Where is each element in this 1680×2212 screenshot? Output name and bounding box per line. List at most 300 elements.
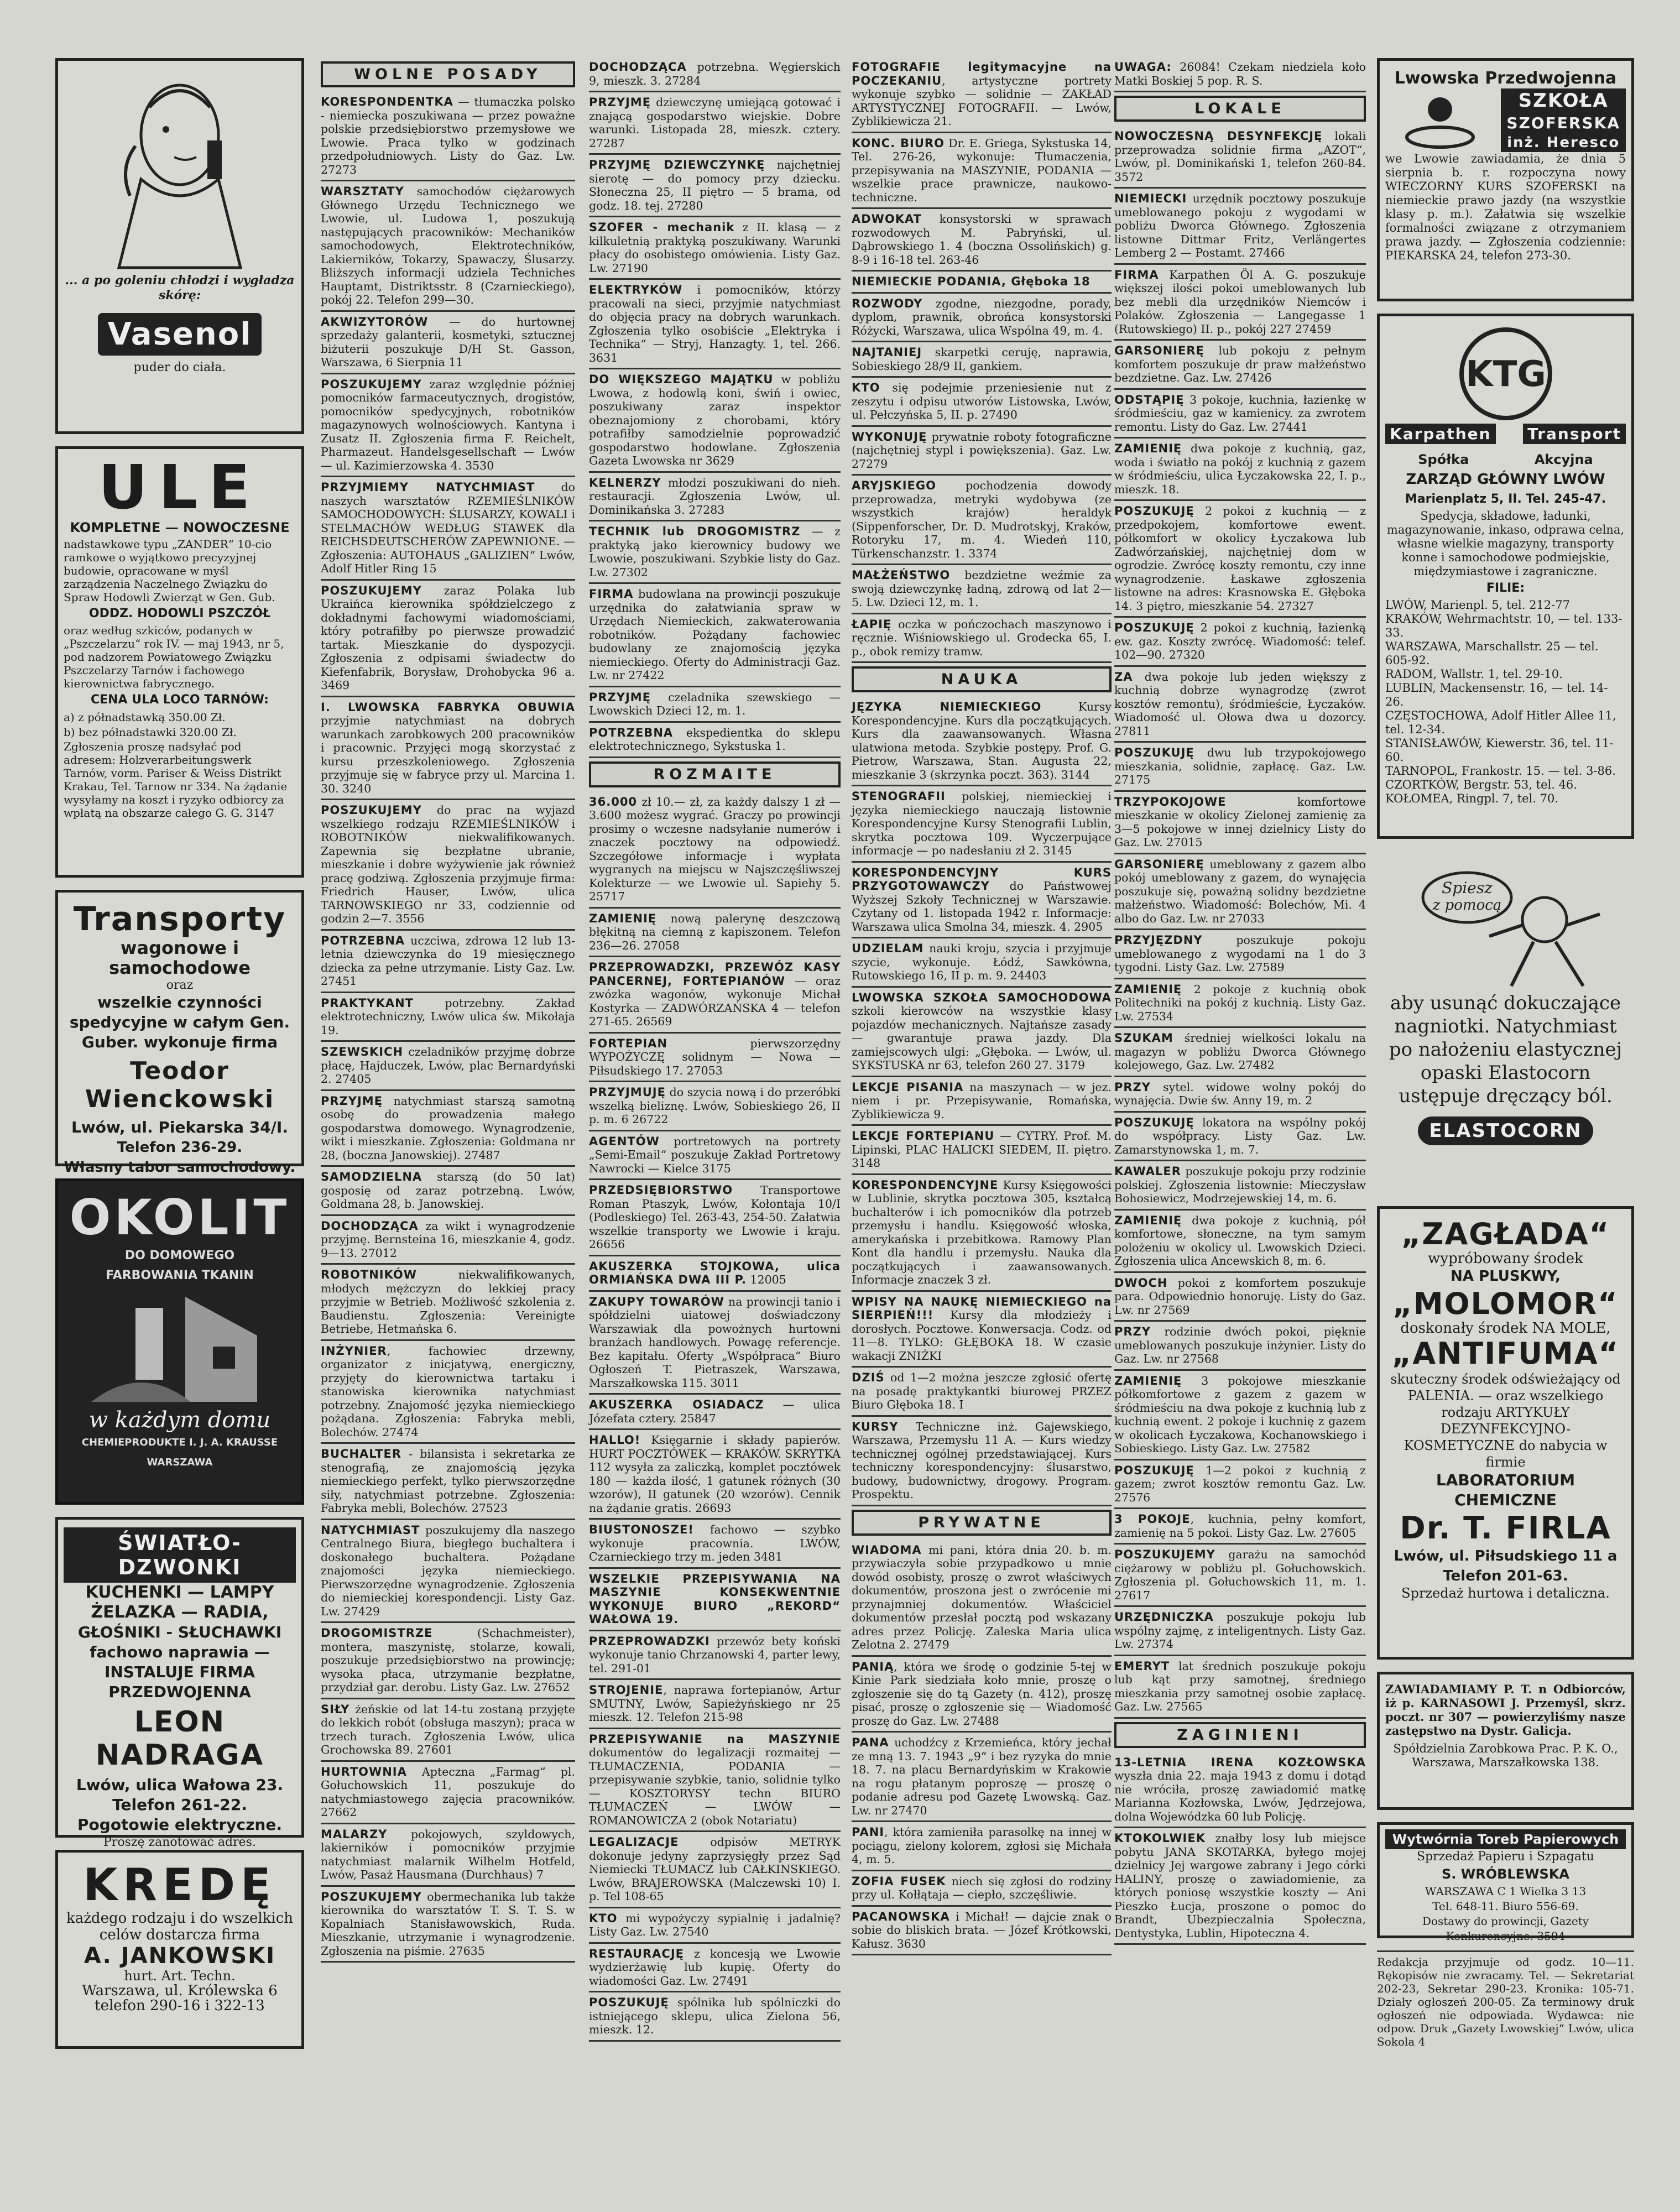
classified-ad-text: budowlana na prowincji poszukuje urzędnika do załatwiania spraw w Urzędach Niemieckich, zakwaterowania robotników. Pożądany fachowiec budowlany ze znajomością języka niemieckiego. Oferty do Administracji Gaz. Lw. nr 27422 <box>589 587 841 682</box>
classified-ad-lead: KORESPONDENTKA <box>321 95 453 108</box>
classified-ad-text: 3 pokojowe mieszkanie półkomfortowe z gazem z gazem w śródmieściu na dwa pokoje z kuchnią lub z kuchnią ewent. 2 pokoje i kuchnię z gazem w okolicach Łyczakowa, Kochanowskiego i Sobieskiego. Listy Gaz. Lw. 27582 <box>1114 1374 1366 1455</box>
classified-ad-lead: HALLO! <box>589 1433 641 1447</box>
okolit-maker: CHEMIEPRODUKTE I. J. A. KRAUSSE WARSZAWA <box>81 1437 278 1468</box>
classified-ad-lead: PRZYJMĘ <box>321 1094 383 1108</box>
branch-line: KRAKÓW, Wehrmachtstr. 10, — tel. 133-33. <box>1385 612 1622 639</box>
classified-ad-text: uczciwa, zdrowa 12 lub 13-letnia dziewczynka do 19 miesięcznego dziecka za pełne utrzymanie. Listy Gaz. Lw. 27451 <box>321 933 575 988</box>
classified-ad-text: mi pani, która dnia 20. b. m. przywiaczyła sobie przypadkowo u mnie dowód osobisty, proszę o zwrot właściwych dokumentów, proszona jest o zwrócenie mi przynajmniej dokumentów. Właściciel dokumentów przesłał pocztą pod wskazany adres przez Policję. Zaleska Maria ulica Zelotna 2. 27479 <box>852 1543 1112 1651</box>
classified-ad-text: lokatora na wspólny pokój do współpracy. Listy Gaz. Lw. Zamarstynowska 1, m. 7. <box>1114 1115 1366 1156</box>
classified-ad-text: — z praktyką jako kierownicy budowy we Lwowie, poszukiwani. Szybkie listy do Gaz. Lw. 27302 <box>589 525 841 579</box>
classified-ad-text: dokumentów do legalizacji rozmaitej — TŁUMACZENIA, PODANIA — przepisywanie szybkie, tanio, solidnie tylko — KOSZTORYSY techn BIURO TŁUMACZEŃ — LWÓW — ROMANOWICZA 2 (obok Notariatu) <box>589 1746 841 1827</box>
classified-ad-lead: PRZEPROWADZKI <box>589 1634 710 1648</box>
classified-ad <box>1114 1078 1366 1113</box>
classified-ad <box>1114 1546 1366 1607</box>
classified-ad <box>589 58 841 92</box>
classified-ad-lead: NOWOCZESNĄ DESYNFEKCJĘ <box>1114 129 1323 143</box>
classified-ad-lead: GARSONIERĘ <box>1114 857 1204 871</box>
classified-ad-text: — CYTRY. Prof. M. Lipinski, PLAC HALICKI SIEDEM, II. piętro. 3148 <box>852 1129 1112 1170</box>
classified-ad-lead: BUCHALTER <box>321 1447 402 1460</box>
classified-ad-lead: TRZYPOKOJOWE <box>1114 795 1227 808</box>
transporty-sub: wagonowe i samochodowe <box>109 937 251 978</box>
classified-ad-lead: SZOFER - mechanik <box>589 221 735 234</box>
classified-ad-lead: PACANOWSKA <box>852 1910 950 1923</box>
classified-ad <box>321 1043 575 1091</box>
right-ad-column <box>1377 58 1634 2048</box>
classified-ad-text: dwa pokoje z kuchnią, gaz, woda i światło na pokój z kuchnią z gazem w śródmieściu, ulica Łyczakowska 22, I. p., mieszk. 18. <box>1114 442 1366 496</box>
classified-ad-text: , naprawa fortepianów, Artur SMUTNY, Lwów, Sapieżyńskiego nr 25 mieszk. 12. Telefon 215-98 <box>589 1683 841 1724</box>
classified-ad-lead: WARSZTATY <box>321 185 404 198</box>
transporty-name: Teodor Wienckowski <box>85 1057 275 1113</box>
zaglada-t1: „ZAGŁADA“ <box>1401 1217 1610 1251</box>
driver-icon <box>1404 93 1476 148</box>
classified-ad-text: na maszynach — w jez. niem i pr. Przepisywanie, Romańska, Zyblikiewicza 9. <box>852 1080 1112 1121</box>
krede-tel: telefon 290-16 i 322-13 <box>95 1997 265 2014</box>
classified-ad-lead: AKWIZYTORÓW <box>321 315 429 328</box>
classified-ad-lead: KORESPONDENCYJNE <box>852 1178 999 1192</box>
classified-ad-text: dziewczynę umiejącą gotować i znającą gospodarstwo wiejskie. Dobre warunki. Listopada 28, mieszk. cztery. 27287 <box>589 96 841 150</box>
classified-ad-lead: NIEMIECKIE PODANIA, Głęboka 18 <box>852 275 1091 288</box>
wytwornia-addr: WARSZAWA C 1 Wielka 3 13 <box>1425 1885 1587 1898</box>
classified-ad <box>589 1396 841 1430</box>
branch-line: CZĘSTOCHOWA, Adolf Hitler Allee 11, tel. 12-34. <box>1385 709 1616 736</box>
classified-ad <box>1114 931 1366 979</box>
classified-ad <box>852 787 1112 863</box>
classified-ad-lead: LEKCJE PISANIA <box>852 1080 964 1094</box>
swiatlo-pog: Pogotowie elektryczne. <box>77 1815 282 1834</box>
classified-ad <box>1114 1029 1366 1077</box>
classified-ad-lead: POSZUKUJEMY <box>321 583 422 597</box>
classified-ad <box>852 1872 1112 1907</box>
classified-ad <box>321 932 575 993</box>
section-header-lokale: LOKALE <box>1114 96 1366 122</box>
classified-ad-lead: MALARZY <box>321 1827 388 1841</box>
krede-name: A. JANKOWSKI <box>84 1943 276 1969</box>
elastocorn-badge-1: Spiesz <box>1441 879 1493 897</box>
classified-ad-text: natychmiast starszą samotną osobę do prowadzenia małego gospodarstwa domowego. Wynagrodzenie, wikt i mieszkanie. Zgłoszenia: Goldmana nr 28, (boczna Janowskiej). 27487 <box>321 1094 575 1162</box>
classified-ad <box>589 1632 841 1681</box>
classified-ad <box>1114 1510 1366 1545</box>
classified-ad <box>589 910 841 958</box>
karpathen-body: Spedycja, składowe, ładunki, magazynowanie, inkaso, odprawa celna, własne wielkie magazyny, transporty konne i samochodowe podmiejskie, międzymiastowe i zagraniczne. <box>1386 509 1625 578</box>
classified-ad <box>321 1521 575 1624</box>
classified-ad <box>1114 619 1366 667</box>
classified-ad <box>589 1945 841 1993</box>
swiatlo-l3: GŁOŚNIKI - SŁUCHAWKI <box>77 1623 282 1641</box>
classified-ad-text: pierwszorzędny WYPOŻYCZĘ solidnym — Nowa — Piłsudskiego 17. 27053 <box>589 1036 841 1077</box>
classified-ad <box>589 1258 841 1292</box>
classified-ad-text: zgodne, niezgodne, porady, dyplom, prawnik, obrońca konsystorski Różycki, Warszawa, ulica Wspólna 49, m. 4. <box>852 296 1112 337</box>
classified-ad-lead: DOCHODZĄCA <box>589 60 687 74</box>
classified-ad-text: obermechanika lub także kierownika do warsztatów T. S. T. S. w Kopalniach Stanisławowskich, Ruda. Mieszkanie, utrzymanie i wynagrodzenie. Zgłoszenia na piśmie. 27635 <box>321 1890 575 1958</box>
classified-ad-text: 3 pokoje, kuchnia, łazienkę w śródmieściu, gaz w kamienicy. za zwrotem remontu. Listy do Gaz. Lw. 27441 <box>1114 393 1366 434</box>
ad-list <box>852 1541 1112 1956</box>
classified-ad-text: konsystorski w sprawach rozwodowych M. Pabryński, ul. Dąbrowskiego 1. 4 (boczna Ossolińskich) g. 8-9 i 16-18 tel. 263-46 <box>852 212 1112 267</box>
classified-ad-text: spólnika lub spólniczki do istniejącego sklepu, ulica Zielona 56, mieszk. 12. <box>589 1996 841 2036</box>
classified-ad <box>321 1700 575 1762</box>
karpathen-addr: Marienplatz 5, II. Tel. 245-47. <box>1405 492 1606 506</box>
classified-ad <box>852 295 1112 343</box>
classified-ad-lead: KAWALER <box>1114 1165 1181 1178</box>
wytwornia-tel: Tel. 648-11. Biuro 556-69. <box>1432 1900 1579 1913</box>
running-figure-illustration <box>1406 859 1605 992</box>
classified-ad <box>1114 668 1366 743</box>
szkola-t3: inż. Heresco <box>1501 133 1626 152</box>
section-header-wolne-posady: WOLNE POSADY <box>321 61 575 87</box>
classified-ad <box>852 1658 1112 1733</box>
ktg-logo-icon <box>1456 324 1556 424</box>
classified-ad-lead: DROGOMISTRZE <box>321 1626 433 1640</box>
classified-ad-text: polskiej, niemieckiej i języka niemieckiego nauczają listownie Korespondencyjne Kursy Stenografii Lublin, skrytka pocztowa 109. Wyczerpujące informacje — po nadesłaniu zł 2. 3145 <box>852 790 1112 857</box>
classified-ad-text: — do hurtownej sprzedaży galanterii, kosmetyki, sztucznej biżuterii poszukuje D/H St. Gasson, Warszawa, 6 Sierpnia 11 <box>321 315 575 369</box>
classified-ad <box>589 688 841 723</box>
classified-ad-lead: DZIŚ <box>852 1371 885 1384</box>
classified-ad <box>852 1293 1112 1368</box>
classified-ad-lead: ZAMIENIĘ <box>1114 1374 1182 1387</box>
classified-ad-text: fachowo — szybko wykonuje pracownia. LWÓW, Czarnieckiego trzy m. jeden 3481 <box>589 1523 841 1563</box>
classified-ad-text: poszukuje pokoju lub wspólny zajmę, z inteligentnych. Listy Gaz. Lw. 27374 <box>1114 1610 1366 1651</box>
classified-ad-lead: NATYCHMIAST <box>321 1523 420 1537</box>
classified-ad-text: poszukuje pokoju umeblowanego z wygodami na 1 do 3 tygodni. Listy Gaz. Lw. 27589 <box>1114 933 1366 974</box>
swiatlo-ad <box>55 1517 304 1849</box>
classified-ad-lead: NAJTANIEJ <box>852 346 922 359</box>
classified-ad-lead: STROJENIE <box>589 1683 664 1697</box>
classified-ad <box>321 698 575 801</box>
classified-ad-text: umeblowany z gazem albo pokój umeblowany z gazem, do wynajęcia poszukuje się, poważną solidny bezdzietne małżeństwo. Wiadomość: Bolechów, Mi. 4 albo do Gaz. Lw. nr 27033 <box>1114 857 1366 925</box>
classified-ad <box>589 793 841 909</box>
classified-ad <box>589 724 841 758</box>
classified-ad-lead: POTRZEBNA <box>589 726 674 739</box>
classified-ad-lead: ZAMIENIĘ <box>1114 982 1182 996</box>
classified-ad-lead: ADWOKAT <box>852 212 922 226</box>
classified-ad <box>1114 1114 1366 1162</box>
classified-ad-text: potrzebny. Zakład elektrotechniczny, Lwów ulica św. Mikołaja 19. <box>321 996 575 1037</box>
classified-ad-lead: ROBOTNIKÓW <box>321 1268 417 1281</box>
classified-ad <box>1114 58 1366 92</box>
ad-list <box>589 793 841 2042</box>
classified-ad-lead: ZAMIENIĘ <box>1114 442 1182 455</box>
krede-sub: hurt. Art. Techn. <box>124 1968 236 1984</box>
classified-ad-lead: PRZYJĘZDNY <box>1114 933 1203 947</box>
ad-list <box>321 93 575 1963</box>
karnas-notice <box>1377 1672 1634 1810</box>
column-wolne-posady <box>321 58 575 2193</box>
branch-line: WARSZAWA, Marschallstr. 25 — tel. 605-92. <box>1385 640 1599 667</box>
classified-ad-lead: UDZIELAM <box>852 942 924 955</box>
classified-ad-lead: LEGALIZACJE <box>589 1835 679 1849</box>
classified-ad <box>589 1833 841 1908</box>
classified-ad-text: skarpetki ceruję, naprawia, Sobieskiego 28/9 II, gankiem. <box>852 346 1112 373</box>
vasenol-slogan: ... a po goleniu chłodzi i wygładza skórę: <box>65 273 295 302</box>
classified-ad-lead: POSZUKUJĘ <box>1114 1115 1194 1129</box>
classified-ad <box>1114 980 1366 1029</box>
zaglada-b3: skuteczny środek odświeżający od PALENIA. — oraz wszelkiego rodzaju ARTYKUŁY DEZYNFEKCYJNO-KOSMETYCZNE do nabycia w firmie <box>1390 1371 1621 1470</box>
classified-ad-lead: PRZYJMĘ <box>589 690 651 704</box>
classified-ad-lead: ZAMIENIĘ <box>589 911 657 925</box>
classified-ad-text: Księgarnie i składy papierów. HURT POCZTÓWEK — KRAKÓW. SKRYTKA 112 wysyła za zaliczką, komplet pocztówek 180 — każda ilość, 1 gatunek różnych (30 wzorów), II gatunek (20 wzorów). Cennik na żądanie gratis. 26693 <box>589 1433 841 1515</box>
classified-ad-lead: 3 POKOJE <box>1114 1512 1191 1526</box>
classified-ad-text: , artystyczne portrety wykonuje szybko — solidnie — ZAKŁAD ARTYSTYCZNEJ FOTOGRAFII. — Lwów, Zyblikiewicza 21. <box>852 74 1112 128</box>
classified-ad-lead: TECHNIK lub DROGOMISTRZ <box>589 525 801 538</box>
classified-ad <box>589 1035 841 1083</box>
classified-ad-lead: WYKONUJĘ <box>852 430 927 444</box>
ule-body2: oraz według szkiców, podanych w „Pszczelarzu“ rok IV. — maj 1943, nr 5, pod nadzorem Powiatowego Związku Pszczelarzy Tarnów i fachowego kierownictwa fabrycznego. <box>64 624 284 690</box>
classified-ad <box>321 313 575 374</box>
classified-ad <box>852 566 1112 614</box>
classified-ad <box>589 93 841 155</box>
classified-ad-text: sytel. widowe wolny pokój do wynajęcia. Dwie św. Anny 19, m. 2 <box>1114 1080 1366 1107</box>
swiatlo-l6: PRZEDWOJENNA <box>108 1683 251 1701</box>
classified-ad-lead: NIEMIECKI <box>1114 192 1187 205</box>
svg-text:KTG: KTG <box>1465 354 1546 395</box>
classified-ad <box>1114 1162 1366 1211</box>
classified-ad-text: do Państwowej Wyższej Szkoły Technicznej w Warszawie. Czytany od 1. listopada 1942 r. Informacje: Warszawa ulica Smolna 34, mieszk. 4. 2905 <box>852 879 1112 933</box>
classified-ad-text: portretowych na portrety „Semi-Email“ poszukuje Zakład Portretowy Nawrocki — Kielce 3175 <box>589 1134 841 1175</box>
classified-ad <box>1114 1754 1366 1829</box>
ad-list <box>852 58 1112 663</box>
branch-line: CZORTKÓW, Bergstr. 53, tel. 46. <box>1385 778 1577 791</box>
classified-ad <box>321 994 575 1042</box>
classified-ad-text: rodzinie dwóch pokoi, pięknie umeblowanych poszukuje inżynier. Listy do Gaz. Lw. nr 27568 <box>1114 1325 1366 1365</box>
classified-ad <box>1114 1274 1366 1322</box>
classified-ad <box>589 218 841 280</box>
karpathen-filie-head: FILIE: <box>1486 581 1525 595</box>
section-header-rozmaite: ROZMAITE <box>589 761 841 787</box>
classified-ad <box>852 1127 1112 1175</box>
classified-ad-lead: PRZYJMIEMY NATYCHMIAST <box>321 481 535 494</box>
classified-ad-lead: WSZELKIE PRZEPISYWANIA NA MASZYNIE KONSEKWENTNIE WYKONUJE BIURO „REKORD“ WAŁOWA 19. <box>589 1572 841 1626</box>
ule-price-head: CENA ULA LOCO TARNÓW: <box>90 693 269 707</box>
classified-ad-lead: ZA <box>1114 670 1133 684</box>
classified-ad-lead: DOCHODZĄCA <box>321 1219 419 1233</box>
classified-ad <box>321 1825 575 1887</box>
classified-ad-lead: PRZEPROWADZKI, PRZEWÓZ KASY PANCERNEJ, FORTEPIANÓW <box>589 961 841 988</box>
classified-ad-lead: ROZWODY <box>852 296 923 310</box>
wytwornia-body: Dostawy do prowincji, Gazety Konkurencyjne. 3594 <box>1422 1914 1589 1943</box>
classified-ad-text: dwu lub trzypokojowego mieszkania, solidnie, zapłacę. Gaz. Lw. 27175 <box>1114 746 1366 786</box>
classified-ad-text: Kursy Księgowości w Lublinie, skrytka pocztowa 305, kształcą buchalterów i ich pomocników dla potrzeb przemysłu i handlu. Księgowość włoska, amerykańska i przebitkowa. Ramowy Plan Kont dla handlu i przemysłu. Nauka dla początkujących i zaawansowanych. Informacje znaczek 3 zł. <box>852 1178 1112 1286</box>
classified-ad-text: samochodów ciężarowych Głównego Urzędu Technicznego we Lwowie, ul. Ludowa 1, poszukują następujących pracowników: Mechaników samochodowych, Elektrotechników, Lakierników, Tokarzy, Spawaczy, Ślusarzy. Bliższych informacji udziela Techniches Hauptamt, Distriktsstr. 8 (Czarnieckiego), pokój 22. Telefon 299—30. <box>321 185 575 306</box>
ad-list <box>1114 58 1366 92</box>
editorial-footer: Redakcja przyjmuje od godz. 10—11. Rękopisów nie zwracamy. Tel. — Sekretariat 202-23, Sekretar 290-23. Kronika: 105-71. Działy ogłoszeń 200-05. Za terminowy druk ogłoszeń nie odpowiada. Wydawca: nie odpow. Druk „Gazety Lwowskiej“ Lwów, ulica Sokola 4 <box>1377 1950 1634 2048</box>
classified-ad-lead: FIRMA <box>589 587 634 601</box>
classified-ad-text: — oraz zwózka wagonów, wykonuje Michał Kostyrka — ZADWÓRZAŃSKA 4 — telefon 271-65. 26569 <box>589 974 841 1028</box>
classified-ad <box>1114 266 1366 341</box>
karpathen-akc: Akcyjna <box>1534 452 1593 467</box>
branch-line: LWÓW, Marienpl. 5, tel. 212-77 <box>1385 598 1570 612</box>
szkola-head: Lwowska Przedwojenna <box>1394 69 1617 88</box>
classified-ad-text: do prac na wyjazd wszelkiego rodzaju RZEMIEŚLNIKÓW i ROBOTNIKÓW niekwalifikowanych. Zapewnia się bezpłatne ubranie, mieszkanie i dobre wyżywienie jak również pracę godziwą. Zgłoszenia przyjmuje firma: Friedrich Hauser, Lwów, ulica TARNOWSKIEGO nr 33, codziennie od godzin 2—7. 3556 <box>321 804 575 925</box>
classified-ad-lead: MAŁŻEŃSTWO <box>852 568 951 582</box>
classified-ad <box>589 1521 841 1569</box>
classified-ad <box>589 523 841 584</box>
classified-ad-lead: POSZUKUJĘ <box>1114 1463 1194 1477</box>
classified-ad-text: pokojowych, szyldowych, lakierników i pomocników przyjmie natychmiast malarnik Wilhelm Hotfeld, Lwów, Pasaż Hausmana (Durchhaus) 7 <box>321 1827 575 1881</box>
classified-ad <box>589 1083 841 1131</box>
classified-ad <box>321 93 575 181</box>
classified-ad-lead: KTO <box>589 1911 618 1925</box>
classified-ad-text: do szycia nową i do przeróbki wszelką bieliznę. Lwów, Sobieskiego 26, II p. m. 6 26722 <box>589 1086 841 1126</box>
classified-ad <box>852 1418 1112 1506</box>
classified-ad-text: - bilansista i sekretarka ze stenografią, ze znajomością języka niemieckiego perfekt, tylko pierwszorzędne siły, natychmiast potrzebne. Zgłoszenia: Fabryka mebli, Bolechów. 27523 <box>321 1447 575 1515</box>
classified-ad <box>589 156 841 217</box>
classified-ad-text: starszą (do 50 lat) gosposię od zaraz potrzebną. Lwów, Goldmana 28, b. Janowskiej. <box>321 1170 575 1211</box>
classified-ad-text: pokoi z komfortem poszukuje para. Odpowiednio honoruję. Listy do Gaz. Lw. nr 27569 <box>1114 1276 1366 1317</box>
classified-ad-lead: GARSONIERĘ <box>1114 344 1204 357</box>
ad-list <box>852 698 1112 1506</box>
swiatlo-note: Proszę zanotować adres. <box>103 1835 256 1849</box>
classified-ad <box>1114 1657 1366 1719</box>
classified-ad-lead: POSZUKUJĘ <box>1114 746 1194 759</box>
classified-ad <box>852 698 1112 786</box>
transporty-body: wszelkie czynności spedycyjne w całym Gen. Guber. wykonuje firma <box>69 993 290 1051</box>
classified-ad-lead: POSZUKUJĘ <box>589 1996 669 2009</box>
ule-subtitle: KOMPLETNE — NOWOCZESNE <box>70 520 290 535</box>
classified-ad-lead: LWOWSKA SZKOŁA SAMOCHODOWA <box>852 990 1112 1004</box>
classified-ad-text: ekspedientka do sklepu elektrotechnicznego, Sykstuska 1. <box>589 726 841 753</box>
okolit-ad <box>55 1178 304 1505</box>
classified-ad-lead: JĘZYKA NIEMIECKIEGO <box>852 700 1042 713</box>
krede-addr: Warszawa, ul. Królewska 6 <box>82 1983 278 1999</box>
classified-ad-text: lat średnich poszukuje pokoju lub kąt przy samotnej, średniego mieszkania przy samotnej osobie zapłacę. Gaz. Lw. 27565 <box>1114 1659 1366 1713</box>
classified-ad <box>852 477 1112 565</box>
classified-ad-lead: POSZUKUJĘ <box>1114 504 1194 518</box>
classified-ad <box>852 273 1112 294</box>
classified-ad-lead: SAMODZIELNA <box>321 1170 422 1183</box>
classified-ad <box>589 1431 841 1520</box>
section-header-prywatne: PRYWATNE <box>852 1510 1112 1536</box>
classified-ad-lead: HURTOWNIA <box>321 1765 407 1778</box>
classified-ad <box>589 1994 841 2042</box>
classified-ad <box>589 1293 841 1395</box>
classified-ad-text: zaraz Polaka lub Ukraińca kierownika spółdzielczego z dokładnymi fachowymi wiadomościami, który potrafiłby po pierwsze prowadzić tartak. Mieszkanie do dyspozycji. Zgłoszenia z odpisami świadectw do Kiefenfabrik, Borysław, Drohobycka 96 a. 3469 <box>321 583 575 692</box>
classified-ad-text: pochodzenia dowody przeprowadza, metryki wydobywa (ze wszystkich krajów) heraldyk (Sippenforscher, Dr. D. Mudrotskyj, Kraków, Rotoryku 17, m. 4. Wiedeń 110, Türkenschanzstr. 1. 3374 <box>852 479 1112 560</box>
swiatlo-addr: Lwów, ulica Wałowa 23. <box>76 1776 284 1794</box>
classified-ad <box>321 182 575 312</box>
classified-ad <box>1114 190 1366 265</box>
classified-ad-text: niech się zgłosi do rodziny przy ul. Kołłątaja — ciepło, szczęśliwie. <box>852 1874 1112 1901</box>
classified-ad <box>852 1734 1112 1822</box>
classified-ad <box>589 1181 841 1256</box>
classified-ad-lead: POSZUKUJEMY <box>321 1890 422 1903</box>
classified-ad-lead: FIRMA <box>1114 268 1159 281</box>
karpathen-zarzad: ZARZĄD GŁÓWNY LWÓW <box>1406 471 1605 488</box>
zaglada-tel: Telefon 201-63. <box>1443 1568 1568 1584</box>
classified-ad-lead: PRZYJMĘ <box>589 96 651 109</box>
classified-ad-lead: DO WIĘKSZEGO MAJĄTKU <box>589 373 774 386</box>
classified-ad-text: młodzi poszukiwani do nieh. restauracji. Zgłoszenia Lwów, ul. Dominikańska 3. 27283 <box>589 476 841 517</box>
szkola-t1: SZKOŁA <box>1501 88 1626 113</box>
zaglada-b1: wypróbowany środek <box>1428 1250 1583 1267</box>
classified-ad-text: 2 pokoi z kuchnią, łazienką ew. gaz. Koszty zwrócę. Wiadomość: telef. 102—90. 27320 <box>1114 621 1366 661</box>
classified-ad-lead: LEKCJE FORTEPIANU <box>852 1129 995 1142</box>
classified-ad <box>321 1092 575 1167</box>
classified-ad-lead: POSZUKUJĘ <box>1114 621 1194 634</box>
classified-ad <box>852 1176 1112 1292</box>
classified-ad-text: garażu na samochód ciężarowy w pobliżu pl. Gołuchowskich. Zgłoszenia pl. Gołuchowskich 11, m. 1. 27617 <box>1114 1548 1366 1602</box>
classified-ad-lead: SZUKAM <box>1114 1031 1173 1045</box>
zaglada-b1b: NA PLUSKWY, <box>1451 1268 1561 1285</box>
classified-ad-lead: PRZEPISYWANIE na MASZYNIE <box>589 1732 841 1746</box>
classified-ad-lead: 36.000 <box>589 795 638 808</box>
classified-ad <box>852 379 1112 427</box>
classified-ad <box>321 1888 575 1963</box>
transporty-ad <box>55 890 304 1176</box>
classified-ad <box>589 585 841 687</box>
classified-ad-text: nauki kroju, szycia i przyjmuje szycie, wykonuje. Łódź, Sawkówna, Rutowskiego 16, II p. m. 9. 24403 <box>852 942 1112 982</box>
classified-ad-text: lub pokoju z pełnym komfortem poszukuje dr praw małżeństwo bezdzietne. Gaz. Lw. 27426 <box>1114 344 1366 384</box>
classified-ad-lead: EMERYT <box>1114 1659 1170 1673</box>
classified-ad-lead: FORTEPIAN <box>589 1036 668 1050</box>
classified-ad-text: odpisów METRYK dokonuje jedyny zaprzysięgły przez Sąd Niemiecki TŁUMACZ lub CAŁKINSKIEGO. Lwów, BRAJEROWSKA (Malczewski 10) I. p. Tel 108-65 <box>589 1835 841 1903</box>
classified-ad-text: bezdzietne weźmie za swoją dziewczynkę ładną, zdrową od lat 2—5. Lw. Dzieci 12, m. 1. <box>852 568 1112 609</box>
classified-ad <box>321 582 575 697</box>
karpathen-filie-list <box>1385 598 1626 806</box>
krede-body: każdego rodzaju i do wszelkich celów dostarcza firma <box>66 1910 294 1943</box>
classified-ad-lead: INŻYNIER <box>321 1344 387 1358</box>
column-nauka-prywatne <box>852 58 1112 2193</box>
swiatlo-name: LEON NADRAGA <box>95 1705 264 1772</box>
wytwornia-ad <box>1377 1822 1634 1943</box>
classified-ad <box>321 478 575 581</box>
classified-ad-text: z koncesją we Lwowie wydzierżawię lub kupię. Oferty do wiadomości Gaz. Lw. 27491 <box>589 1947 841 1987</box>
classified-ad-text: uchodźcy z Krzemieńca, który jechał ze mną 13. 7. 1943 „9“ i bez ryzyka do mnie 18. 7. na placu Bernardyńskim w Krakowie na rogu płatanym poproszę — proszę o podanie adresu pod Gazetę Lwowską. Gaz. Lw. nr 27470 <box>852 1736 1112 1817</box>
classified-ad <box>1114 1323 1366 1371</box>
classified-ad-lead: 13-LETNIA IRENA KOZŁOWSKA <box>1114 1755 1366 1769</box>
classified-ad-lead: ZAKUPY TOWARÓW <box>589 1295 724 1308</box>
classified-ad <box>852 58 1112 133</box>
classified-ad-text: czeladnika szewskiego — Lwowskich Dzieci 12, m. 1. <box>589 690 841 717</box>
classified-ad-text: Dr. E. Griega, Sykstuska 14, Tel. 276-26, wykonuje: Tłumaczenia, przepisywania na MASZYNIE, PODANIA — wszelkie prace prawnicze, naukowo-techniczne. <box>852 136 1112 204</box>
classified-ad-text: czeladników przyjmę dobrze płacę, Hajduczek, Lwów, plac Bernardyński 2. 27405 <box>321 1045 575 1086</box>
ule-title: ULE <box>98 452 262 523</box>
classified-ad-lead: AKUSZERKA STOJKOWA, ulica ORMIAŃSKA DWA III P. <box>589 1259 841 1286</box>
okolit-title: OKOLIT <box>69 1189 290 1246</box>
classified-ad <box>852 134 1112 210</box>
wytwornia-name: S. WRÓBLEWSKA <box>1441 1866 1570 1882</box>
classified-ad-text: , która zamieniła parasolkę na innej w pociągu, zielony kolorem, zgłosi się Michała 4, m. 5. <box>852 1825 1112 1866</box>
branch-line: RADOM, Wallstr. 1, tel. 29-10. <box>1385 667 1563 681</box>
classified-ad-text: zaraz względnie później pomocników farmaceutycznych, drogistów, pomocników spedycyjnych, robotników magazynowych wolnościowych. Kantyna i Zusatz II. Zgłoszenia firma F. Reichelt, Pharmazeut. Handelsgesellschaft — Lwów — ul. Kazimierzowska 4. 3530 <box>321 377 575 472</box>
swiatlo-tel: Telefon 261-22. <box>112 1796 247 1814</box>
classified-ad <box>321 1168 575 1216</box>
zaglada-t3: „ANTIFUMA“ <box>1391 1336 1620 1371</box>
swiatlo-l2: ŻELAZKA — RADIA, <box>91 1603 269 1622</box>
classified-ad-lead: KTOKOLWIEK <box>1114 1832 1206 1845</box>
classified-ad-lead: PANIĄ <box>852 1660 894 1673</box>
classified-ad <box>321 1624 575 1699</box>
classified-ad <box>321 1445 575 1520</box>
classified-ad-text: urzędnik pocztowy poszukuje umeblowanego pokoju z wygodami w pobliżu Dworca Głównego. Zgłoszenia listowne Dittmar Fritz, Verlängertes Lemberg 2 — Postamt. 27466 <box>1114 192 1366 259</box>
classified-ad-text: — ulica Józefata cztery. 25847 <box>589 1398 841 1425</box>
classified-ad-text: poszukuje pokoju przy rodzinie polskiej. Zgłoszenia listownie: Mieczysław Bohosiewicz, Modrzejewskiej 14, m. 6. <box>1114 1165 1366 1205</box>
classified-ad <box>1114 391 1366 439</box>
classified-ad <box>852 1908 1112 1956</box>
wytwornia-sub: Sprzedaż Papieru i Szpagatu <box>1417 1850 1594 1864</box>
classified-ad-lead: FOTOGRAFIE legitymacyjne na POCZEKANIU <box>852 60 1112 87</box>
classified-ad-lead: PRAKTYKANT <box>321 996 414 1010</box>
classified-ad-lead: PRZY <box>1114 1325 1151 1338</box>
classified-ad-lead: PANI <box>852 1825 885 1839</box>
branch-line: LUBLIN, Mackensenstr. 16, — tel. 14-26. <box>1385 681 1608 708</box>
classified-ad-text: szkoli kierowców na wszystkie klasy pojazdów mechanicznych. Najtańsze zasady — gwarantuje prawa jazdy. Dla zamiejscowych ulgi: „Głęboka. — Lwów, ul. SYKSTUSKA nr 63, telefon 260 27. 3179 <box>852 1004 1112 1072</box>
ad-list <box>1114 1754 1366 1945</box>
transporty-addr: Lwów, ul. Piekarska 34/I. <box>71 1118 288 1136</box>
zaglada-name: Dr. T. FIRLA <box>1400 1510 1611 1546</box>
ule-price-a: a) z półnadstawką 350.00 Zł. <box>64 711 226 724</box>
shaving-man-illustration <box>97 69 263 268</box>
elastocorn-brand: ELASTOCORN <box>1418 1117 1593 1145</box>
krede-title: KREDĘ <box>83 1859 276 1911</box>
